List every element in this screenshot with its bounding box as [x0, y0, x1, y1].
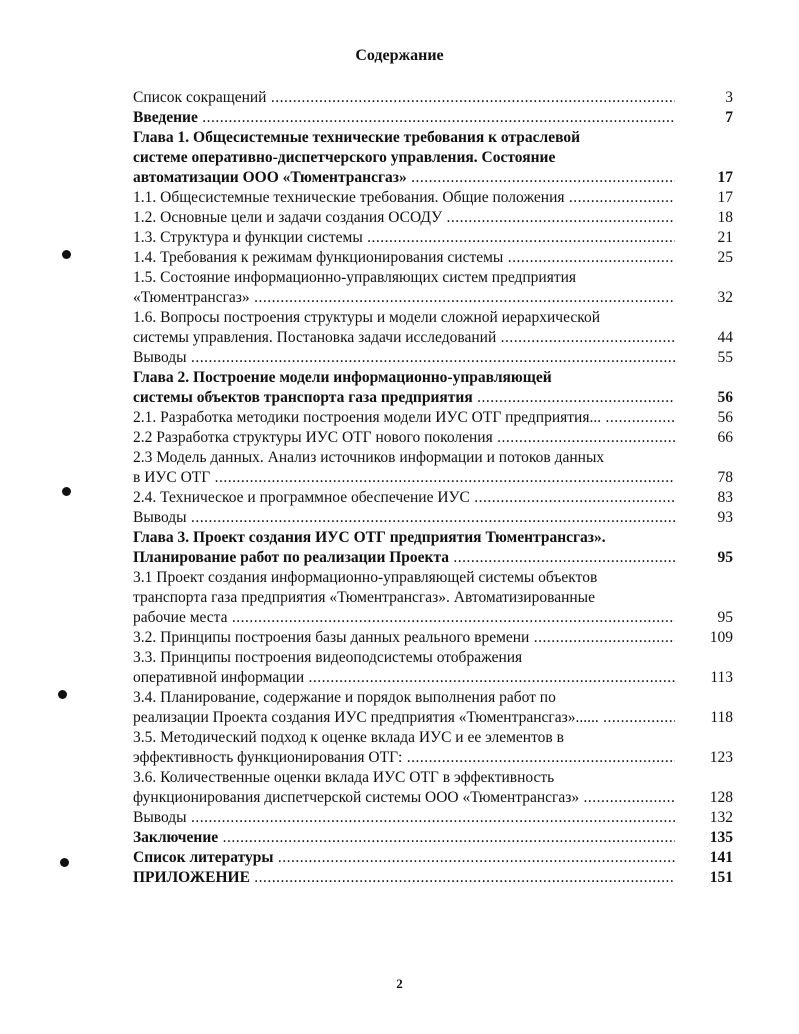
scan-mark [62, 250, 71, 259]
toc-entry-title [133, 448, 675, 488]
toc-entry-title [133, 808, 675, 828]
toc-entry [133, 688, 733, 728]
toc-entry-title [133, 88, 675, 108]
toc-entry-page: 141 [709, 849, 733, 866]
toc-entry-line: ПРИЛОЖЕНИЕ ..... [133, 868, 675, 888]
toc-entry [133, 868, 733, 888]
toc-entry [133, 648, 733, 688]
toc-entry-line: «Тюментрансгаз» ..... [133, 288, 675, 308]
toc-entry-line: оперативной информации ..... [133, 668, 675, 688]
toc-entry-page: 17 [717, 189, 733, 206]
toc-entry-line: 1.6. Вопросы построения структуры и модели сложной иерархической [133, 309, 601, 326]
scan-mark [60, 858, 69, 867]
toc-entry-line: 3.4. Планирование, содержание и порядок выполнения работ по [133, 689, 556, 706]
toc-entry-line: транспорта газа предприятия «Тюментрансгаз». Автоматизированные [133, 589, 595, 606]
toc-entry-line: Глава 3. Проект создания ИУС ОТГ предприятия Тюментрансгаз». [133, 529, 606, 546]
toc-entry [133, 88, 733, 108]
scan-mark [58, 690, 67, 699]
toc-entry [133, 508, 733, 528]
toc-entry-title [133, 208, 675, 228]
toc-entry-page: 83 [717, 489, 733, 506]
toc-entry [133, 408, 733, 428]
toc-entry-line: 3.2. Принципы построения базы данных реального времени ..... [133, 628, 675, 648]
toc-entry [133, 308, 733, 348]
toc-entry-page: 93 [717, 509, 733, 526]
toc-entry [133, 228, 733, 248]
toc-entry-line: рабочие места ..... [133, 608, 675, 628]
toc-entry-title [133, 188, 675, 208]
toc-entry [133, 768, 733, 808]
toc-entry [133, 128, 733, 188]
toc-entry-line: эффективность функционирования ОТГ: ..... [133, 748, 675, 768]
toc-entry-page: 123 [709, 749, 733, 766]
toc-entry-line: 2.1. Разработка методики построения модели ИУС ОТГ предприятия... ..... [133, 408, 675, 428]
toc-entry-page: 78 [717, 469, 733, 486]
toc-entry-line: Заключение ..... [133, 828, 675, 848]
toc-entry-title [133, 228, 675, 248]
toc-entry-line: в ИУС ОТГ ..... [133, 468, 675, 488]
toc-entry-page: 132 [709, 809, 733, 826]
toc-entry [133, 808, 733, 828]
toc-entry-title [133, 308, 675, 348]
toc-entry [133, 848, 733, 868]
toc-entry-title [133, 728, 675, 768]
toc-entry-title [133, 628, 675, 648]
toc-entry-line: 1.2. Основные цели и задачи создания ОСОДУ ..... [133, 208, 675, 228]
toc-entry-page: 7 [725, 109, 733, 126]
toc-entry-line: Выводы ..... [133, 508, 675, 528]
toc-entry-line: Выводы ..... [133, 348, 675, 368]
toc-entry-page: 118 [710, 709, 733, 726]
toc-entry-title [133, 848, 675, 868]
toc-entry [133, 188, 733, 208]
toc-entry-line: Введение ..... [133, 108, 675, 128]
toc-entry-line: 1.5. Состояние информационно-управляющих систем предприятия [133, 269, 577, 286]
toc-entry-line: 1.4. Требования к режимам функционирования системы ..... [133, 248, 675, 268]
toc-entry-title [133, 508, 675, 528]
toc-entry-line: системы управления. Постановка задачи исследований ..... [133, 328, 675, 348]
toc-entry-line: 2.3 Модель данных. Анализ источников информации и потоков данных [133, 449, 605, 466]
toc-entry-line: 3.3. Принципы построения видеоподсистемы отображения [133, 649, 523, 666]
toc-entry-page: 32 [717, 289, 733, 306]
toc-entry [133, 728, 733, 768]
toc-entry-title [133, 128, 675, 188]
page-number: 2 [396, 976, 403, 991]
toc-entry [133, 368, 733, 408]
toc-entry-title [133, 428, 675, 448]
toc-entry [133, 828, 733, 848]
toc-entry-line: 1.3. Структура и функции системы ..... [133, 228, 675, 248]
toc-entry-page: 95 [717, 609, 733, 626]
toc-entry-line: системе оперативно-диспетчерского управления. Состояние [133, 149, 556, 166]
toc-entry-title [133, 268, 675, 308]
toc-entry-title [133, 368, 675, 408]
toc-entry-line: 3.6. Количественные оценки вклада ИУС ОТГ в эффективность [133, 769, 555, 786]
toc-entry-line: системы объектов транспорта газа предприятия ..... [133, 388, 675, 408]
toc-entry-title [133, 108, 675, 128]
toc-entry-title [133, 828, 675, 848]
toc-entry-line: Глава 2. Построение модели информационно-управляющей [133, 369, 552, 386]
toc-entry-page: 109 [709, 629, 733, 646]
toc-entry-page: 17 [717, 169, 733, 186]
toc-entry [133, 488, 733, 508]
toc-entry-page: 66 [717, 429, 733, 446]
toc-entry-line: функционирования диспетчерской системы ООО «Тюментрансгаз» ..... [133, 788, 675, 808]
toc-entry-page: 44 [717, 329, 733, 346]
toc-entry-page: 95 [717, 549, 733, 566]
toc-entry-line: Планирование работ по реализации Проекта ..... [133, 548, 675, 568]
scan-mark [62, 487, 71, 496]
toc-entry-page: 55 [717, 349, 733, 366]
toc-entry-line: Глава 1. Общесистемные технические требования к отраслевой [133, 129, 581, 146]
toc-entry [133, 348, 733, 368]
toc-entry-line: Список сокращений ..... [133, 88, 675, 108]
toc-entry-page: 135 [709, 829, 733, 846]
toc-entry-line: Выводы ..... [133, 808, 675, 828]
toc-entry-page: 128 [709, 789, 733, 806]
toc-entry-line: 3.1 Проект создания информационно-управляющей системы объектов [133, 569, 598, 586]
toc-entry-line: 2.2 Разработка структуры ИУС ОТГ нового поколения ..... [133, 428, 675, 448]
toc-entry-title [133, 648, 675, 688]
toc-entry [133, 568, 733, 628]
toc-entry [133, 108, 733, 128]
toc-entry-page: 18 [717, 209, 733, 226]
toc-entry-title [133, 248, 675, 268]
toc-entry-line: 3.5. Методический подход к оценке вклада ИУС и ее элементов в [133, 729, 564, 746]
toc-entry-page: 3 [725, 89, 733, 106]
toc-entry-page: 21 [717, 229, 733, 246]
toc-entry-page: 56 [717, 389, 733, 406]
toc-entry [133, 628, 733, 648]
toc-entry-title [133, 528, 675, 568]
toc-entry-title [133, 488, 675, 508]
toc-entry-page: 56 [717, 409, 733, 426]
toc-entry [133, 268, 733, 308]
toc-entry-line: 2.4. Техническое и программное обеспечение ИУС ..... [133, 488, 675, 508]
toc-entry [133, 528, 733, 568]
table-of-contents [133, 88, 733, 888]
toc-entry-page: 25 [717, 249, 733, 266]
toc-entry-title [133, 348, 675, 368]
toc-entry-title [133, 768, 675, 808]
toc-entry-title [133, 568, 675, 628]
toc-entry [133, 248, 733, 268]
toc-entry-line: 1.1. Общесистемные технические требования. Общие положения ..... [133, 188, 675, 208]
toc-entry-line: реализации Проекта создания ИУС предприятия «Тюментрансгаз»...... ..... [133, 708, 675, 728]
toc-entry [133, 208, 733, 228]
toc-entry-title [133, 408, 675, 428]
toc-entry-title [133, 688, 675, 728]
toc-entry-line: Список литературы ..... [133, 848, 675, 868]
toc-entry-line: автоматизации ООО «Тюментрансгаз» ..... [133, 168, 675, 188]
toc-entry [133, 448, 733, 488]
toc-entry-title [133, 868, 675, 888]
toc-entry [133, 428, 733, 448]
toc-entry-page: 113 [710, 669, 733, 686]
page-title: Содержание [355, 47, 444, 64]
toc-entry-page: 151 [709, 869, 733, 886]
